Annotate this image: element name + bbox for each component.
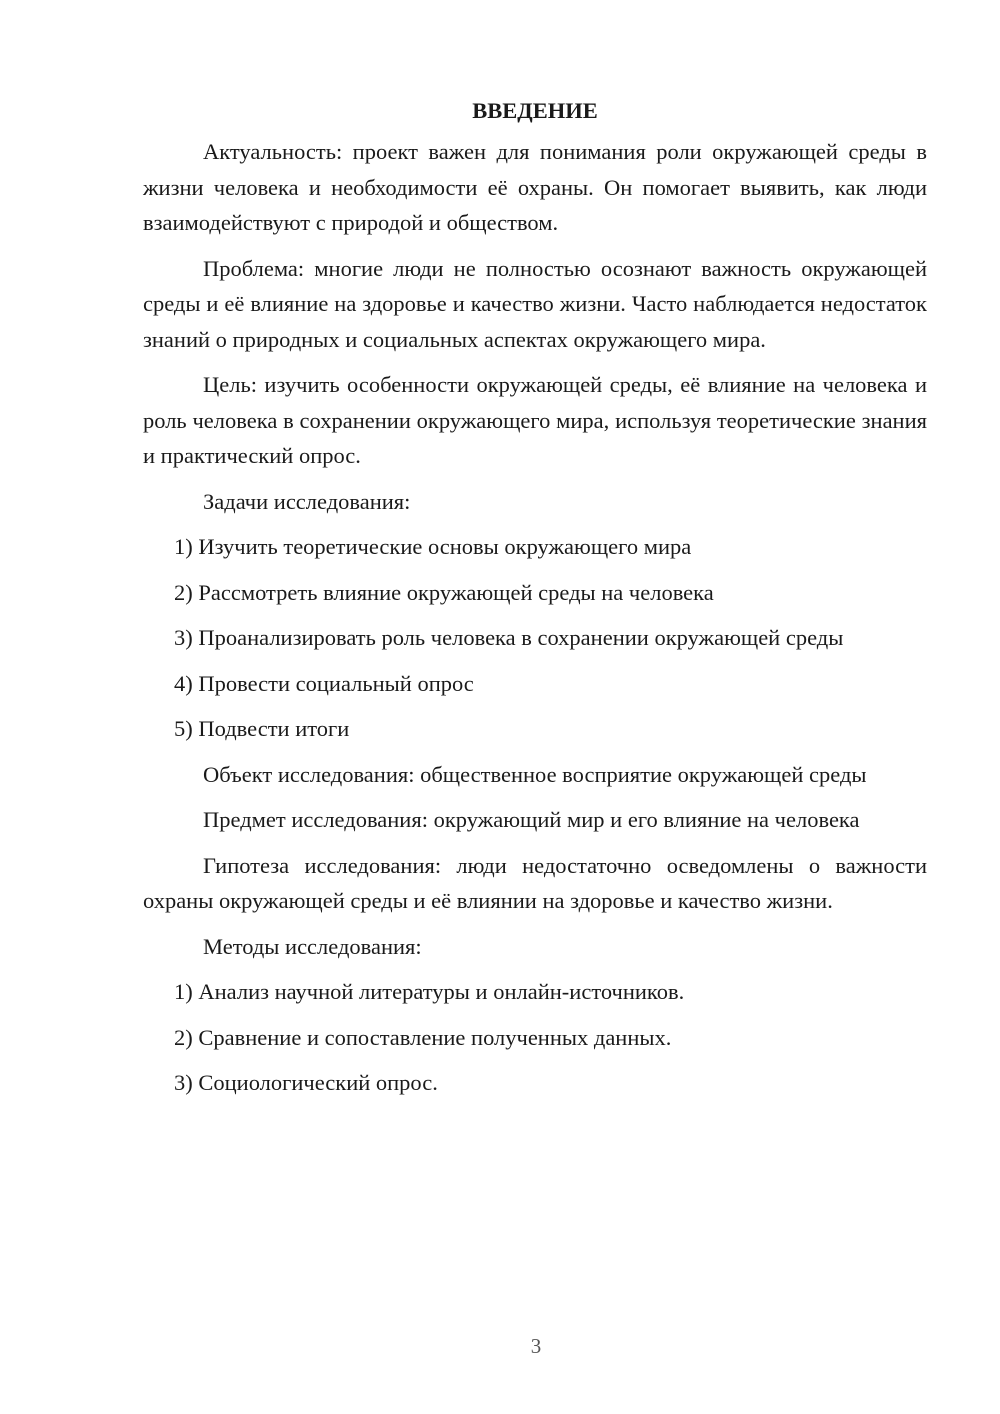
problem-paragraph: Проблема: многие люди не полностью осознают важность окружающей среды и её влияние на здоровье и качество жизни. Часто наблюдается недостаток знаний о природных и социальных аспектах окружающего мира. (143, 255, 927, 352)
task-item: 1) Изучить теоретические основы окружающего мира (174, 534, 692, 559)
object-paragraph: Объект исследования: общественное восприятие окружающей среды (203, 761, 867, 787)
tasks-heading: Задачи исследования: (203, 488, 411, 514)
method-item: 3) Социологический опрос. (174, 1070, 438, 1095)
page-content (143, 96, 927, 1111)
method-item: 1) Анализ научной литературы и онлайн-источников. (174, 979, 685, 1004)
page-title: ВВЕДЕНИЕ (472, 98, 598, 123)
task-item: 4) Провести социальный опрос (174, 670, 474, 696)
task-item: 2) Рассмотреть влияние окружающей среды на человека (174, 579, 714, 605)
subject-paragraph: Предмет исследования: окружающий мир и его влияние на человека (203, 807, 860, 832)
methods-heading: Методы исследования: (203, 933, 422, 959)
relevance-paragraph: Актуальность: проект важен для понимания роли окружающей среды в жизни человека и необходимости её охраны. Он помогает выявить, как люди взаимодействуют с природой и обществом. (143, 139, 927, 235)
tasks-list (143, 529, 927, 747)
task-item: 5) Подвести итоги (174, 716, 350, 741)
hypothesis-paragraph: Гипотеза исследования: люди недостаточно осведомлены о важности охраны окружающей среды и её влиянии на здоровье и качество жизни. (143, 852, 927, 913)
task-item: 3) Проанализировать роль человека в сохранении окружающей среды (174, 625, 844, 650)
page-number: 3 (530, 1334, 542, 1358)
goal-paragraph: Цель: изучить особенности окружающей среды, её влияние на человека и роль человека в сохранении окружающего мира, используя теоретические знания и практический опрос. (143, 372, 927, 468)
methods-list (143, 974, 927, 1101)
method-item: 2) Сравнение и сопоставление полученных данных. (174, 1024, 672, 1050)
